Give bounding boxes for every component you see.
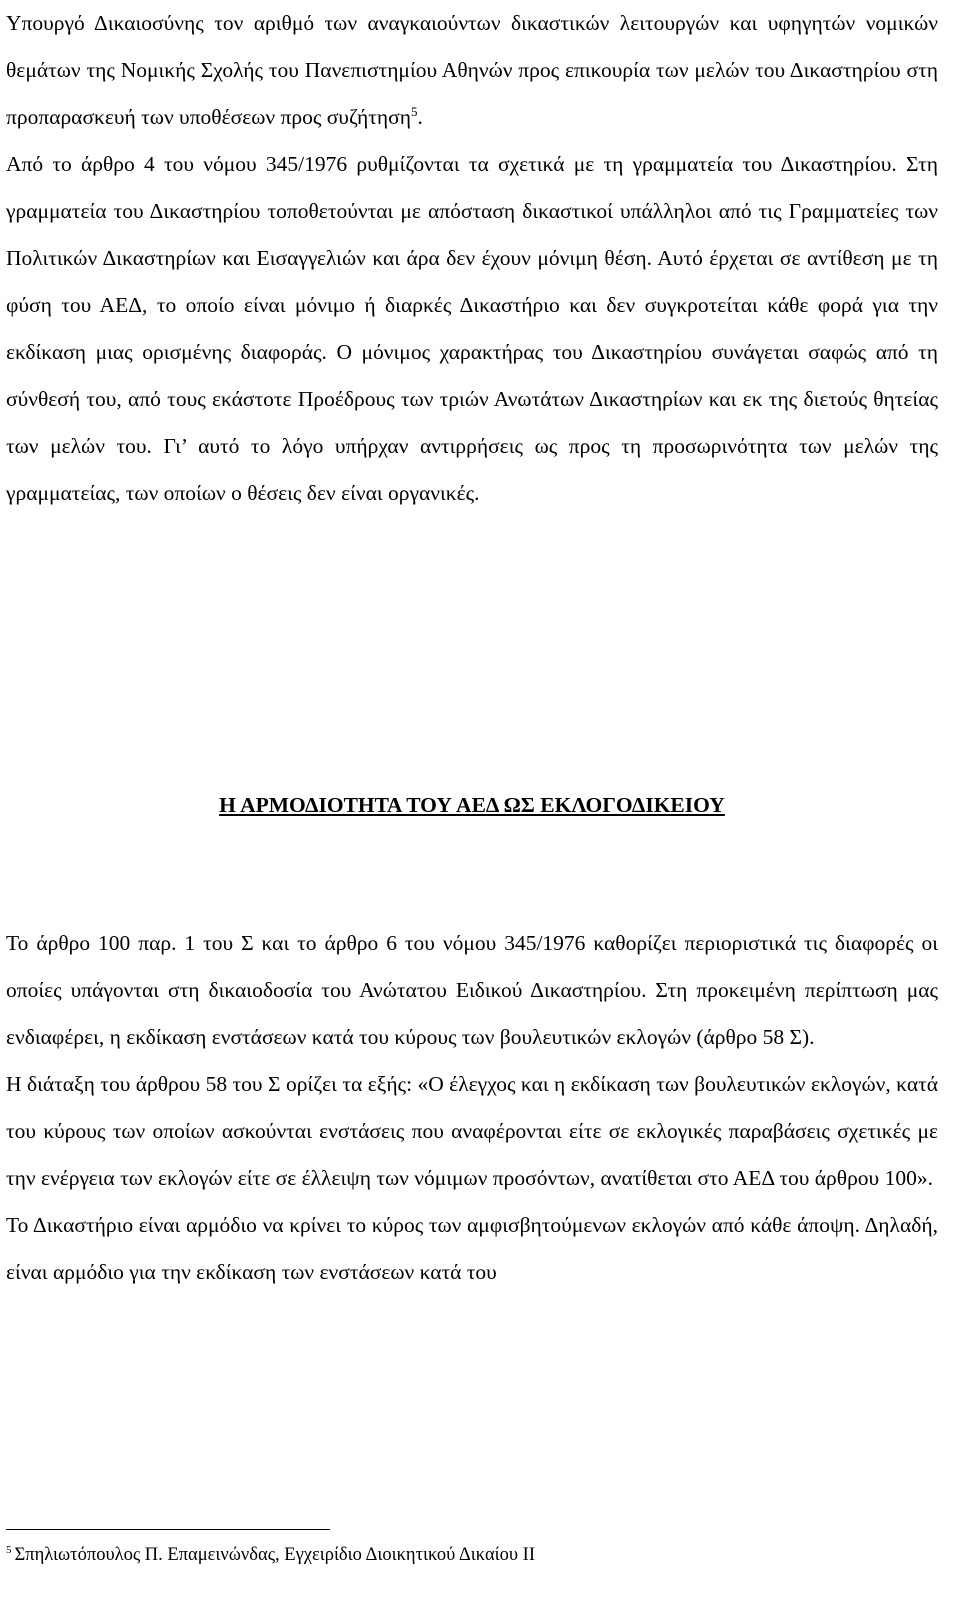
section-heading: Η ΑΡΜΟΔΙΟΤΗΤΑ ΤΟΥ ΑΕΔ ΩΣ ΕΚΛΟΓΟΔΙΚΕΙΟΥ <box>219 793 725 817</box>
paragraph-article-58: Η διάταξη του άρθρου 58 του Σ ορίζει τα εξής: «Ο έλεγχος και η εκδίκαση των βουλευτικών εκλογών, κατά του κύρους των οποίων ασκούνται ενστάσεις που αναφέρονται είτε σε εκλογικές παραβάσεις σχετικές με την ενέργεια των εκλογών είτε σε έλλειψη των νόμιμων προσόντων, ανατίθεται στο ΑΕΔ του άρθρου 100». <box>6 1072 938 1190</box>
footnote-text: Σπηλιωτόπουλος Π. Επαμεινώνδας, Εγχειρίδιο Διοικητικού Δικαίου ΙΙ <box>14 1545 535 1565</box>
section-secretariat <box>6 0 938 517</box>
paragraph-text: Υπουργό Δικαιοσύνης τον αριθμό των αναγκαιούντων δικαστικών λειτουργών και υφηγητών νομικών θεμάτων της Νομικής Σχολής του Πανεπιστημίου Αθηνών προς επικουρία των μελών του Δικαστηρίου στη προπαρασκευή των υποθέσεων προς συζήτηση <box>6 11 938 129</box>
footnote-separator <box>6 1529 330 1530</box>
section-jurisdiction <box>6 920 938 1296</box>
paragraph-article-100: Το άρθρο 100 παρ. 1 του Σ και το άρθρο 6 του νόμου 345/1976 καθορίζει περιοριστικά τις διαφορές οι οποίες υπάγονται στη δικαιοδοσία του Ανώτατου Ειδικού Δικαστηρίου. Στη προκειμένη περίπτωση μας ενδιαφέρει, η εκδίκαση ενστάσεων κατά του κύρους των βουλευτικών εκλογών (άρθρο 58 Σ). <box>6 931 938 1049</box>
paragraph-secretariat: Από το άρθρο 4 του νόμου 345/1976 ρυθμίζονται τα σχετικά με τη γραμματεία του Δικαστηρίου. Στη γραμματεία του Δικαστηρίου τοποθετούνται με απόσταση δικαστικοί υπάλληλοι από τις Γραμματείες των Πολιτικών Δικαστηρίων και Εισαγγελιών και άρα δεν έχουν μόνιμη θέση. Αυτό έρχεται σε αντίθεση με τη φύση του ΑΕΔ, το οποίο είναι μόνιμο ή διαρκές Δικαστήριο και δεν συγκροτείται κάθε φορά για την εκδίκαση μιας ορισμένης διαφοράς. Ο μόνιμος χαρακτήρας του Δικαστηρίου συνάγεται σαφώς από τη σύνθεσή του, από τους εκάστοτε Προέδρους των τριών Ανωτάτων Δικαστηρίων και εκ της διετούς θητείας των μελών του. Γι’ αυτό το λόγο υπήρχαν αντιρρήσεις ως προς τη προσωρινότητα των μελών της γραμματείας, των οποίων ο θέσεις δεν είναι οργανικές. <box>6 152 938 505</box>
footnote <box>6 1541 938 1569</box>
paragraph-ministry <box>6 0 938 141</box>
footnote-mark: 5 <box>6 1543 12 1556</box>
paragraph-text: . <box>417 105 423 129</box>
footnote-reference[interactable]: 5 <box>410 103 418 119</box>
paragraph-court-competence: Το Δικαστήριο είναι αρμόδιο να κρίνει το κύρος των αμφισβητούμενων εκλογών από κάθε άποψη. Δηλαδή, είναι αρμόδιο για την εκδίκαση των ενστάσεων κατά του <box>6 1213 938 1284</box>
